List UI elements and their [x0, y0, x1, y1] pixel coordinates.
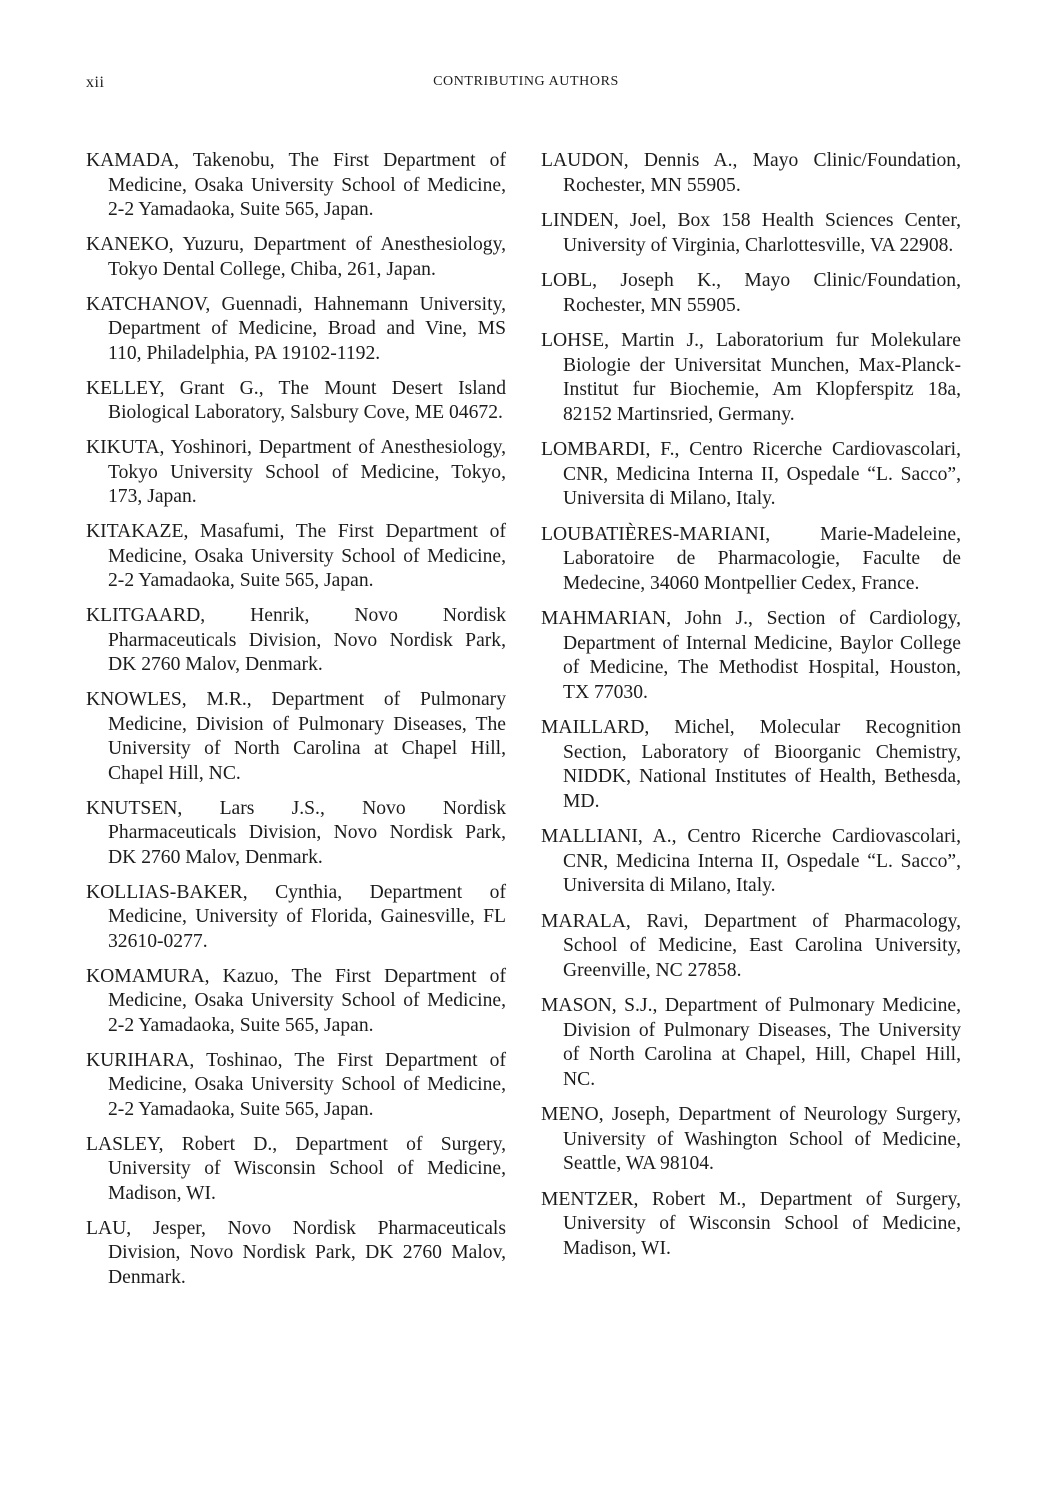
author-entry: LOHSE, Martin J., Laboratorium fur Molekulare Biologie der Universitat Munchen, Max-Planck-Institut fur Biochemie, Am Klopferspitz 18a, 82152 Martinsried, Germany. — [541, 330, 961, 425]
running-head: CONTRIBUTING AUTHORS — [433, 74, 619, 89]
left-column — [86, 149, 506, 1301]
author-entry: KELLEY, Grant G., The Mount Desert Island Biological Laboratory, Salsbury Cove, ME 04672. — [86, 377, 506, 423]
author-entry: KAMADA, Takenobu, The First Department of Medicine, Osaka University School of Medicine, 2-2 Yamadaoka, Suite 565, Japan. — [86, 150, 506, 220]
author-entry: KITAKAZE, Masafumi, The First Department of Medicine, Osaka University School of Medicine, 2-2 Yamadaoka, Suite 565, Japan. — [86, 521, 506, 591]
author-entry: MARALA, Ravi, Department of Pharmacology, School of Medicine, East Carolina University, Greenville, NC 27858. — [541, 910, 961, 981]
author-entry: MASON, S.J., Department of Pulmonary Medicine, Division of Pulmonary Diseases, The University of North Carolina at Chapel, Hill, Chapel Hill, NC. — [541, 995, 961, 1090]
page-number: xii — [86, 74, 105, 91]
author-entry: KLITGAARD, Henrik, Novo Nordisk Pharmaceuticals Division, Novo Nordisk Park, DK 2760 Malov, Denmark. — [86, 605, 506, 675]
author-entry: KOMAMURA, Kazuo, The First Department of Medicine, Osaka University School of Medicine, 2-2 Yamadaoka, Suite 565, Japan. — [86, 965, 506, 1036]
author-entry: KANEKO, Yuzuru, Department of Anesthesiology, Tokyo Dental College, Chiba, 261, Japan. — [86, 234, 506, 280]
author-entry: KATCHANOV, Guennadi, Hahnemann University, Department of Medicine, Broad and Vine, MS 110, Philadelphia, PA 19102-1192. — [86, 293, 506, 364]
author-entry: MALLIANI, A., Centro Ricerche Cardiovascolari, CNR, Medicina Interna II, Ospedale “L. Sacco”, Universita di Milano, Italy. — [541, 826, 961, 896]
author-entry: MAILLARD, Michel, Molecular Recognition Section, Laboratory of Bioorganic Chemistry, NIDDK, National Institutes of Health, Bethesda, MD. — [541, 717, 961, 812]
author-entry: LASLEY, Robert D., Department of Surgery, University of Wisconsin School of Medicine, Madison, WI. — [86, 1133, 506, 1204]
author-entry: KIKUTA, Yoshinori, Department of Anesthesiology, Tokyo University School of Medicine, Tokyo, 173, Japan. — [86, 437, 506, 507]
author-entry: LINDEN, Joel, Box 158 Health Sciences Center, University of Virginia, Charlottesville, VA 22908. — [541, 210, 961, 256]
author-entry: LOUBATIÈRES-MARIANI, Marie-Madeleine, Laboratoire de Pharmacologie, Faculte de Medecine, 34060 Montpellier Cedex, France. — [541, 523, 961, 594]
author-entry: KNOWLES, M.R., Department of Pulmonary Medicine, Division of Pulmonary Diseases, The University of North Carolina at Chapel Hill, Chapel Hill, NC. — [86, 689, 506, 784]
author-entry: LAUDON, Dennis A., Mayo Clinic/Foundation, Rochester, MN 55905. — [541, 150, 961, 196]
author-entry: KOLLIAS-BAKER, Cynthia, Department of Medicine, University of Florida, Gainesville, FL 32610-0277. — [86, 881, 506, 952]
author-entry: KURIHARA, Toshinao, The First Department of Medicine, Osaka University School of Medicine, 2-2 Yamadaoka, Suite 565, Japan. — [86, 1049, 506, 1120]
author-entry: LAU, Jesper, Novo Nordisk Pharmaceuticals Division, Novo Nordisk Park, DK 2760 Malov, Denmark. — [86, 1217, 506, 1288]
right-column — [541, 149, 961, 1272]
author-entry: MENO, Joseph, Department of Neurology Surgery, University of Washington School of Medicine, Seattle, WA 98104. — [541, 1104, 961, 1174]
author-entry: LOMBARDI, F., Centro Ricerche Cardiovascolari, CNR, Medicina Interna II, Ospedale “L. Sacco”, Universita di Milano, Italy. — [541, 439, 961, 509]
author-entry: MAHMARIAN, John J., Section of Cardiology, Department of Internal Medicine, Baylor College of Medicine, The Methodist Hospital, Houston, TX 77030. — [541, 608, 961, 703]
author-entry: LOBL, Joseph K., Mayo Clinic/Foundation, Rochester, MN 55905. — [541, 270, 961, 316]
author-entry: KNUTSEN, Lars J.S., Novo Nordisk Pharmaceuticals Division, Novo Nordisk Park, DK 2760 Malov, Denmark. — [86, 797, 506, 868]
author-entry: MENTZER, Robert M., Department of Surgery, University of Wisconsin School of Medicine, Madison, WI. — [541, 1188, 961, 1259]
